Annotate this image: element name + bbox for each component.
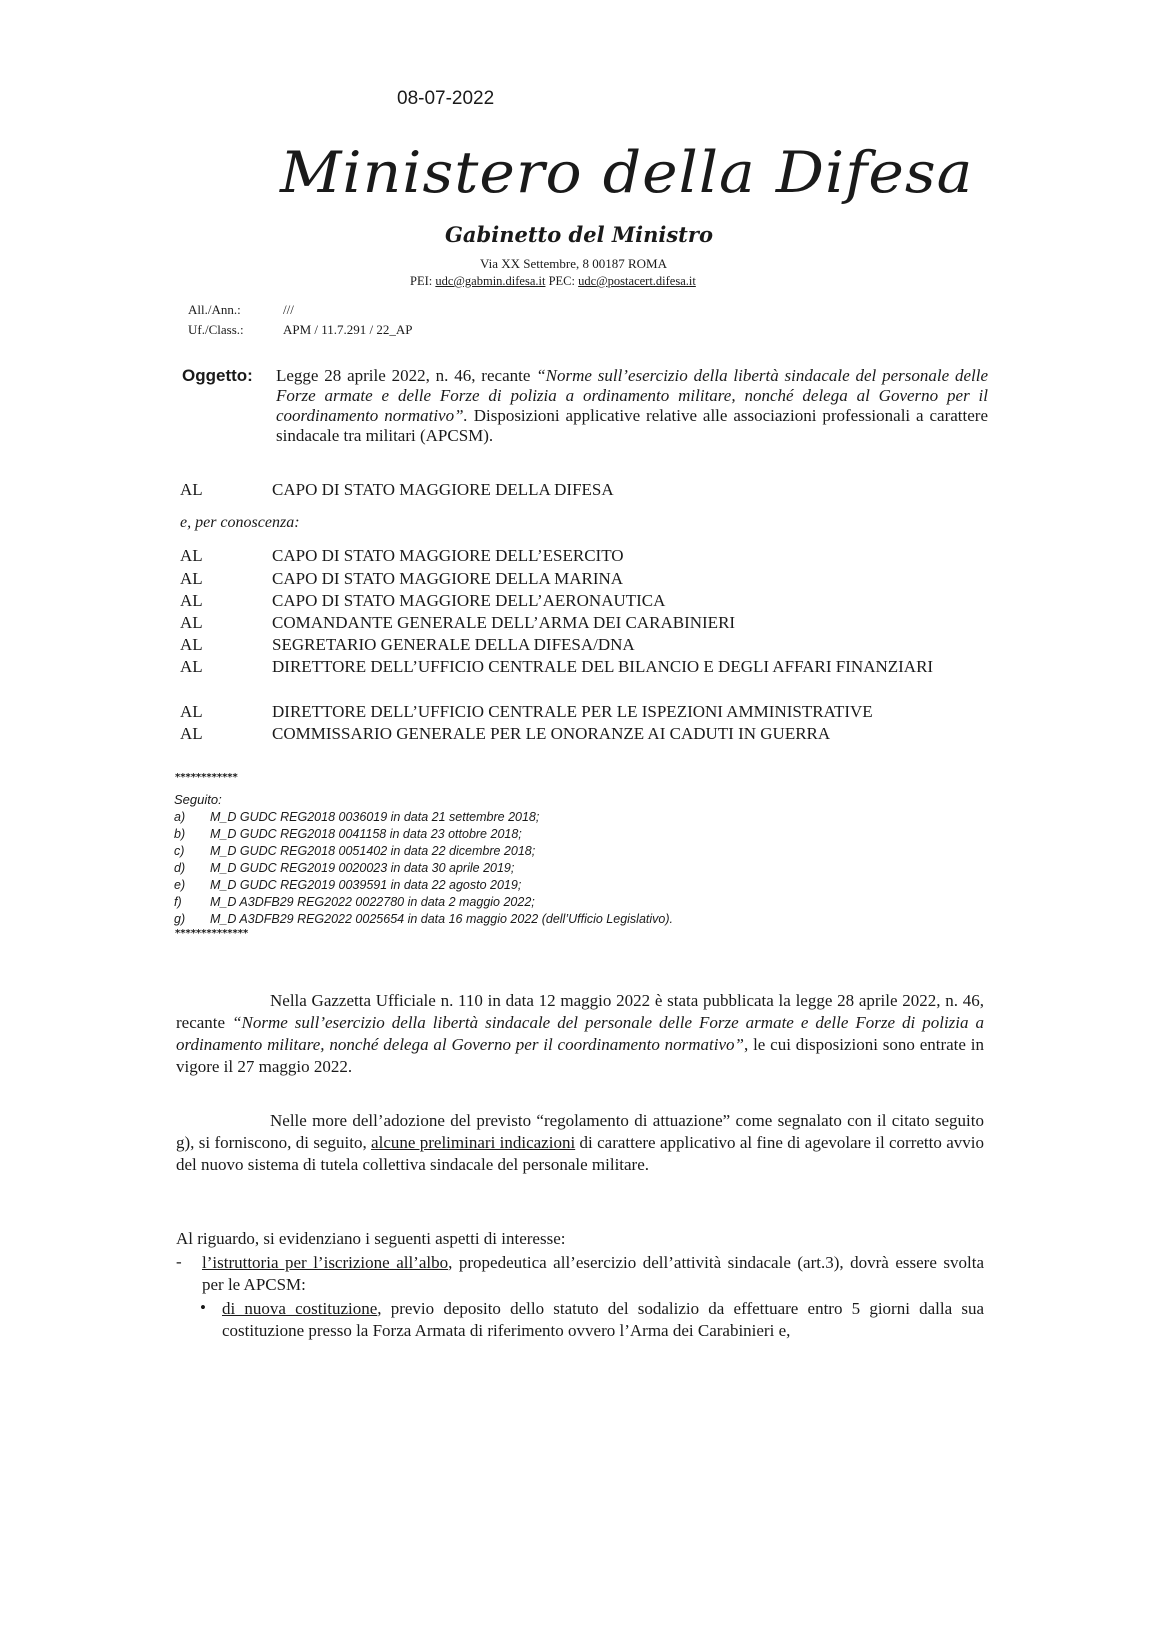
cc-name: COMMISSARIO GENERALE PER LE ONORANZE AI CADUTI IN GUERRA [272, 724, 831, 743]
p1-law-title: “Norme sull’esercizio della libertà sindacale del personale delle Forze armate e delle Forze di polizia a ordinamento militare, nonché delega al Governo per il coordinamento normativo” [176, 1013, 984, 1054]
cc-prefix: AL [180, 724, 203, 743]
reference-key: a) [174, 810, 186, 824]
subject-prefix: Legge 28 aprile 2022, n. 46, recante [276, 366, 537, 385]
recipient-prefix: AL [180, 480, 203, 499]
cc-item [180, 546, 1000, 566]
cc-prefix: AL [180, 657, 203, 676]
seguito-label: Seguito: [174, 792, 222, 807]
body-paragraph-1 [176, 990, 984, 1078]
reference-text: M_D A3DFB29 REG2022 0025654 in data 16 maggio 2022 (dell’Ufficio Legislativo). [210, 912, 674, 926]
reference-item [174, 878, 521, 892]
attachments-row [188, 302, 294, 318]
reference-text: M_D GUDC REG2019 0020023 in data 30 aprile 2019; [210, 861, 515, 875]
cc-name: DIRETTORE DELL’UFFICIO CENTRALE PER LE ISPEZIONI AMMINISTRATIVE [272, 702, 873, 721]
postal-address: Via XX Settembre, 8 00187 ROMA [480, 256, 667, 271]
cc-prefix: AL [180, 702, 203, 721]
cabinet-heading: Gabinetto del Ministro [445, 222, 713, 247]
cc-item [180, 702, 1000, 722]
p2-underlined: alcune preliminari indicazioni [371, 1133, 576, 1152]
dash-marker: - [176, 1252, 182, 1271]
subject-label: Oggetto: [182, 366, 253, 385]
list-item-nuova-costituzione [222, 1298, 984, 1342]
pei-label: PEI: [410, 274, 433, 288]
ministry-title: Ministero della Difesa [280, 139, 974, 207]
classification-value: APM / 11.7.291 / 22_AP [283, 322, 413, 337]
bullet-marker: • [200, 1298, 206, 1317]
subject-text [276, 366, 988, 446]
cc-item [180, 613, 1000, 633]
reference-item [174, 895, 535, 909]
cc-prefix: AL [180, 613, 203, 632]
reference-item [174, 861, 514, 875]
cc-item [180, 724, 1000, 744]
reference-text: M_D GUDC REG2019 0039591 in data 22 agosto 2019; [210, 878, 522, 892]
contact-emails [410, 274, 696, 289]
p2-text-end: di carattere applicativo al fine di agevolare il corretto avvio del nuovo sistema di tutela collettiva sindacale del personale militare. [176, 1133, 984, 1174]
cc-item [180, 635, 1000, 655]
reference-key: g) [174, 912, 186, 926]
reference-key: f) [174, 895, 182, 909]
reference-key: e) [174, 878, 186, 892]
separator-stars-top: ************ [175, 772, 238, 783]
cc-prefix: AL [180, 591, 203, 610]
cc-name: COMANDANTE GENERALE DELL’ARMA DEI CARABINIERI [272, 613, 736, 632]
cc-prefix: AL [180, 635, 203, 654]
reference-item [174, 912, 673, 926]
li2-text: , previo deposito dello statuto del sodalizio da effettuare entro 5 giorni dalla sua costituzione presso la Forza Armata di riferimento ovvero l’Arma dei Carabinieri e, [222, 1299, 984, 1340]
li1-underlined: l’istruttoria per l’iscrizione all’albo [202, 1253, 449, 1272]
reference-item [174, 844, 535, 858]
subject-suffix: Disposizioni applicative relative alle associazioni professionali a carattere sindacale tra militari (APCSM). [276, 406, 988, 445]
attachments-value: /// [283, 302, 294, 317]
list-item-istruttoria [202, 1252, 984, 1296]
main-recipient [180, 480, 1000, 500]
pei-email-link[interactable]: udc@gabmin.difesa.it [435, 274, 546, 288]
classification-label: Uf./Class.: [188, 322, 244, 337]
separator-stars-bottom: ************** [175, 928, 249, 939]
cc-name: CAPO DI STATO MAGGIORE DELL’ESERCITO [272, 546, 624, 565]
pec-email-link[interactable]: udc@postacert.difesa.it [578, 274, 696, 288]
per-conoscenza-label: e, per conoscenza: [180, 514, 300, 531]
cc-prefix: AL [180, 546, 203, 565]
body-paragraph-2 [176, 1110, 984, 1176]
li1-text: , propedeutica all’esercizio dell’attività sindacale (art.3), dovrà essere svolta per le APCSM: [202, 1253, 985, 1294]
cc-item [180, 657, 1000, 677]
subject-law-title: “Norme sull’esercizio della libertà sindacale del personale delle Forze armate e delle Forze di polizia a ordinamento militare, nonché delega al Governo per il coordinamento normativo”. [276, 366, 988, 425]
reference-key: d) [174, 861, 186, 875]
classification-row [188, 322, 413, 338]
p1-text-end: , le cui disposizioni sono entrate in vigore il 27 maggio 2022. [176, 1035, 984, 1076]
reference-item [174, 810, 539, 824]
reference-item [174, 827, 522, 841]
p1-text: Nella Gazzetta Ufficiale n. 110 in data 12 maggio 2022 è stata pubblicata la legge 28 aprile 2022, n. 46, recante [176, 991, 984, 1032]
reference-text: M_D A3DFB29 REG2022 0022780 in data 2 maggio 2022; [210, 895, 535, 909]
reference-text: M_D GUDC REG2018 0051402 in data 22 dicembre 2018; [210, 844, 536, 858]
cc-item [180, 569, 1000, 589]
reference-key: b) [174, 827, 186, 841]
cc-name: CAPO DI STATO MAGGIORE DELL’AERONAUTICA [272, 591, 666, 610]
pec-label: PEC: [548, 274, 575, 288]
attachments-label: All./Ann.: [188, 302, 241, 317]
cc-name: SEGRETARIO GENERALE DELLA DIFESA/DNA [272, 635, 635, 654]
reference-key: c) [174, 844, 185, 858]
cc-name: DIRETTORE DELL’UFFICIO CENTRALE DEL BILANCIO E DEGLI AFFARI FINANZIARI [272, 657, 934, 676]
cc-item [180, 591, 1000, 611]
reference-text: M_D GUDC REG2018 0036019 in data 21 settembre 2018; [210, 810, 540, 824]
body-paragraph-3: Al riguardo, si evidenziano i seguenti aspetti di interesse: [176, 1229, 566, 1248]
reference-text: M_D GUDC REG2018 0041158 in data 23 ottobre 2018; [210, 827, 522, 841]
cc-prefix: AL [180, 569, 203, 588]
p2-text: Nelle more dell’adozione del previsto “regolamento di attuazione” come segnalato con il citato seguito g), si forniscono, di seguito, [176, 1111, 984, 1152]
li2-underlined: di nuova costituzione [222, 1299, 378, 1318]
recipient-name: CAPO DI STATO MAGGIORE DELLA DIFESA [272, 480, 614, 499]
document-date: 08-07-2022 [397, 88, 495, 109]
cc-name: CAPO DI STATO MAGGIORE DELLA MARINA [272, 569, 624, 588]
